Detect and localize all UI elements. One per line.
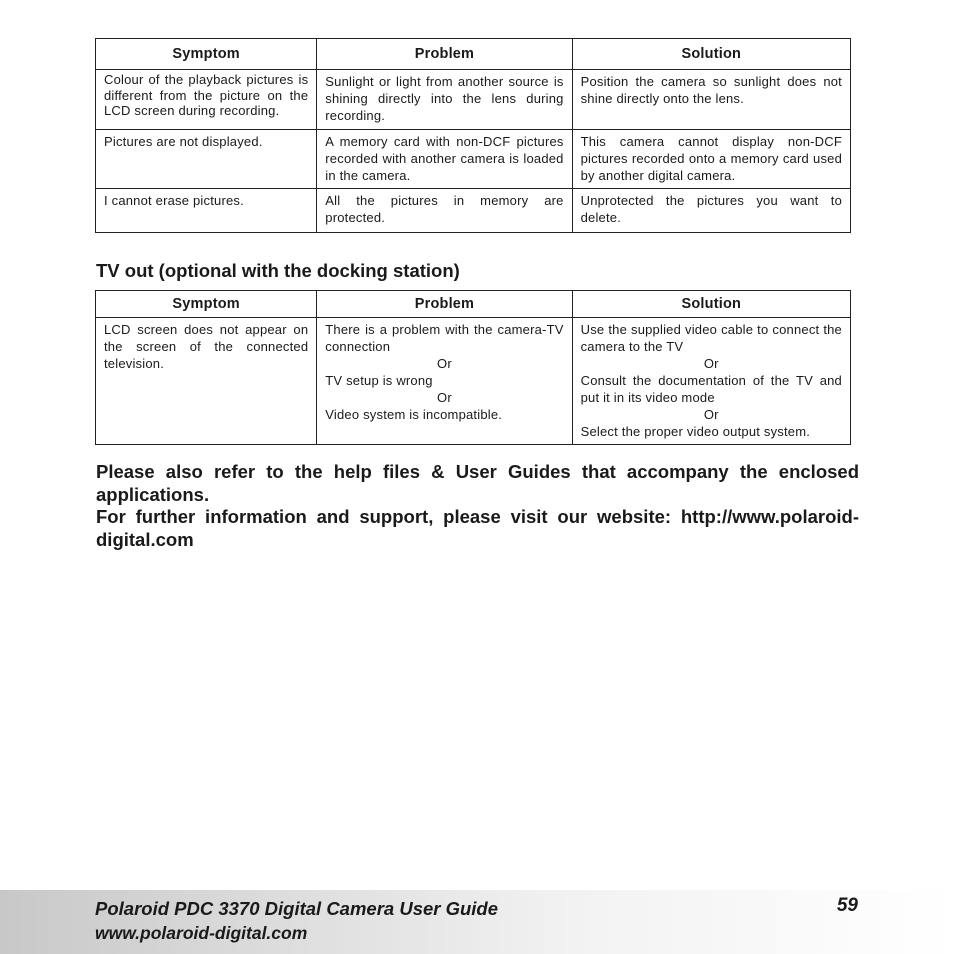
problem-cell: Sunlight or light from another source is shining directly into the lens during recording. [317,70,572,130]
problem-cell: A memory card with non-DCF pictures recorded with another camera is loaded in the camera. [317,130,572,189]
section-heading: TV out (optional with the docking station) [96,260,460,281]
solution-line: Consult the documentation of the TV and put it in its video mode [580,373,842,405]
or-separator: Or [703,407,719,422]
problem-cell [317,318,572,445]
symptom-cell: LCD screen does not appear on the screen of the connected television. [96,318,317,445]
column-header-problem: Problem [317,39,572,70]
column-header-solution: Solution [572,39,850,70]
symptom-cell: Colour of the playback pictures is different from the picture on the LCD screen during recording. [96,70,317,130]
problem-line: TV setup is wrong [325,373,433,388]
column-header-symptom: Symptom [96,39,317,70]
solution-cell: This camera cannot display non-DCF pictures recorded onto a memory card used by another digital camera. [572,130,850,189]
or-separator: Or [437,390,452,405]
symptom-cell: I cannot erase pictures. [96,189,317,233]
solution-line: Select the proper video output system. [580,424,811,439]
page-footer [0,890,954,954]
or-separator: Or [437,356,452,371]
table-row [96,130,851,189]
symptom-cell: Pictures are not displayed. [96,130,317,189]
table-row [96,70,851,130]
tv-out-table [95,290,851,445]
solution-cell: Position the camera so sunlight does not shine directly onto the lens. [572,70,850,130]
column-header-symptom: Symptom [96,291,317,318]
or-separator: Or [703,356,719,371]
footer-url: www.polaroid-digital.com [95,923,308,943]
troubleshooting-table [95,38,851,233]
solution-cell: Unprotected the pictures you want to delete. [572,189,850,233]
table-header-row [96,39,851,70]
problem-line: There is a problem with the camera-TV connection [325,322,564,354]
page-number: 59 [836,895,858,916]
website-note: For further information and support, please visit our website: http://www.polaroid-digital.com [96,506,859,550]
table-row [96,189,851,233]
solution-cell [572,318,850,445]
solution-line: Use the supplied video cable to connect the camera to the TV [580,322,842,354]
table-header-row [96,291,851,318]
column-header-problem: Problem [317,291,572,318]
column-header-solution: Solution [572,291,850,318]
problem-line: Video system is incompatible. [325,407,503,422]
footer-title: Polaroid PDC 3370 Digital Camera User Guide [95,898,499,919]
problem-cell: All the pictures in memory are protected. [317,189,572,233]
help-files-note: Please also refer to the help files & User Guides that accompany the enclosed applications. [96,461,859,505]
table-row [96,318,851,445]
